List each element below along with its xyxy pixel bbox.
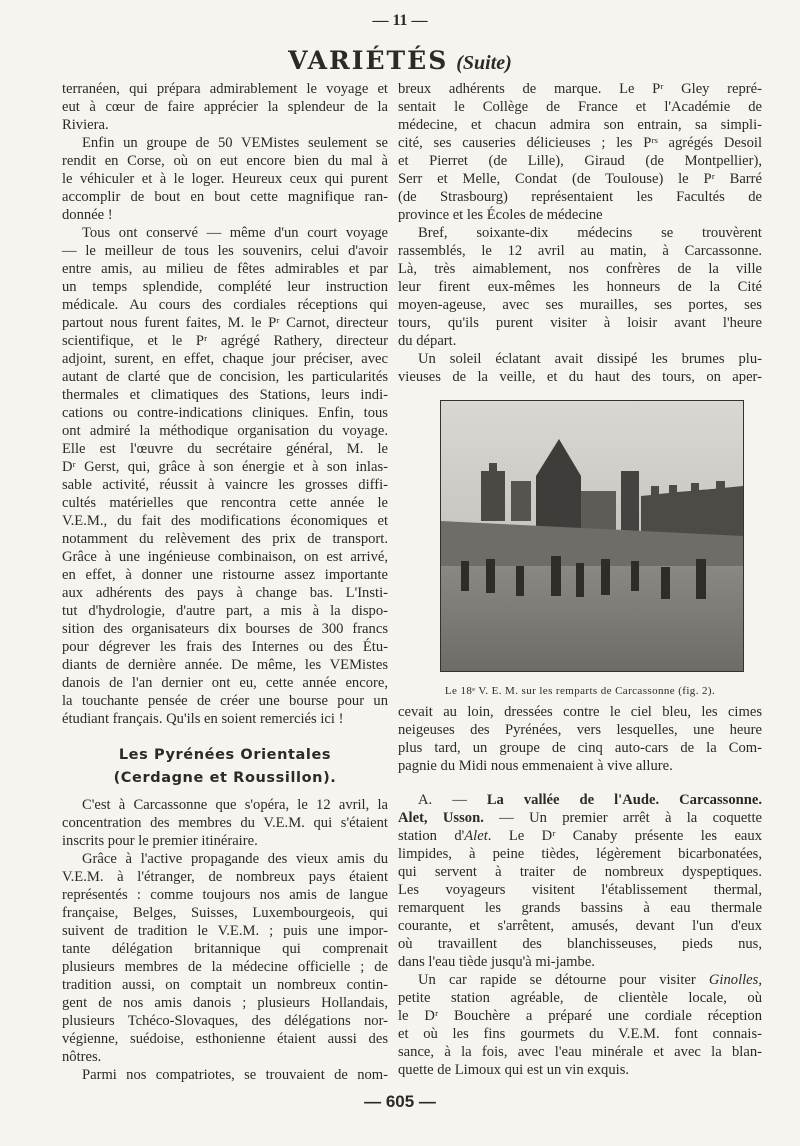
text-line: inscrits pour le premier itinéraire. [62, 833, 258, 849]
left-paragraphs-before [62, 80, 388, 728]
text-line: partout nous furent faites, M. le Pʳ Carnot, directeur [62, 315, 388, 331]
text-line: médecine, et chacun admira son entrain, sa simpli- [398, 117, 762, 133]
text-line: cité, ses causeries délicieuses ; les Pʳˢ agrégés Desoil [398, 135, 762, 151]
text-line: courante, et s'arrêtent, amusés, devant l'un d'eux [398, 918, 762, 934]
text-line: scientifique, et le Pʳ agrégé Rathery, directeur [62, 333, 388, 349]
text-line: entre amis, au milieu de fêtes admirables et par [62, 261, 388, 277]
text-line: V.E.M., du fait des modifications économiques et [62, 513, 388, 529]
text-line: du départ. [398, 333, 457, 349]
text-line: Les voyageurs visitent l'établissement thermal, [398, 882, 762, 898]
text-line: remarquent les grands bassins à eau thermale [398, 900, 762, 916]
text-line: rendit en Corse, où on eut encore bien du mal à [62, 153, 388, 169]
text-line: cations ou contre-indications cliniques. Enfin, tous [62, 405, 388, 421]
text-line: cevait au loin, dressées contre le ciel bleu, les cimes [398, 704, 762, 720]
text-line: Riviera. [62, 117, 109, 133]
right-paragraphs-before [398, 80, 762, 386]
text-line: notamment du relèvement des prix de transport. [62, 531, 388, 547]
text-line [398, 971, 762, 989]
text-line: ont admiré la méthodique organisation du voyage. [62, 423, 388, 439]
text-line: Elle est l'œuvre du secrétaire général, M. le [62, 441, 388, 457]
running-folio: — 11 — [372, 12, 428, 29]
text-line: Parmi nos compatriotes, se trouvaient de nom- [82, 1067, 388, 1083]
text-line: adjoint, surent, en effet, chaque jour préciser, avec [62, 351, 388, 367]
text-line: pour dégrever les frais des Internes ou des Étu- [62, 639, 388, 655]
text-line: médicale. Au cours des cordiales réceptions qui [62, 297, 388, 313]
text-line: dans l'eau tiède jusqu'à mi-jambe. [398, 954, 595, 970]
text-line: le véhiculer et à le loger. Heureux ceux qui purent [62, 171, 388, 187]
text-line: tante délégation britannique qui comprenait [62, 941, 388, 957]
text-run: Ginolles [708, 972, 759, 988]
paragraph [398, 703, 762, 775]
text-line: la touchante pensée de créer une bourse pour un [62, 693, 388, 709]
text-line: et où les fins gourmets du V.E.M. font connais- [398, 1026, 762, 1042]
text-line [398, 827, 762, 845]
text-line: autant de clarté que de concision, les particularités [62, 369, 388, 385]
text-line: française, Belges, Suisses, Luxembourgeois, qui [62, 905, 388, 921]
text-line: suivent de tradition le V.E.M. ; puis une impor- [62, 923, 388, 939]
text-line: tours, qu'ils purent visiter à loisir avant l'heure [398, 315, 762, 331]
text-run: Alet [464, 828, 488, 844]
text-line: où travaillent des blanchisseuses, pieds nus, [398, 936, 762, 952]
text-line: neigeuses des Pyrénées, vers lesquelles, une heure [398, 722, 762, 738]
text-line: — le meilleur de tous les souvenirs, celui d'avoir [62, 243, 388, 259]
text-run: , [758, 972, 762, 988]
paragraph [62, 80, 388, 134]
right-column [398, 80, 762, 1079]
paragraph [398, 224, 762, 350]
text-line: un temps splendide, complété leur instruction [62, 279, 388, 295]
paragraph [62, 796, 388, 850]
text-line: C'est à Carcassonne que s'opéra, le 12 avril, la [82, 797, 388, 813]
text-line: eut à cœur de faire apprécier la splendeur de la [62, 99, 388, 115]
text-run: Un car rapide se détourne pour visiter [418, 972, 709, 988]
text-run: — Un premier arrêt à la coquette [483, 810, 762, 826]
paragraph [398, 80, 762, 224]
text-line: végienne, suédoise, esthonienne étaient aussi des [62, 1031, 388, 1047]
left-paragraphs-after [62, 796, 388, 1084]
text-line: Enfin un groupe de 50 VEMistes seulement se [82, 135, 388, 151]
text-line: Serr et Melle, Condat (de Toulouse) le Pʳ Barré [398, 171, 762, 187]
paragraph [398, 775, 762, 971]
text-line: et Pierret (de Lille), Giraud (de Montpellier), [398, 153, 762, 169]
text-line: plusieurs membres de la médecine officielle ; de [62, 959, 388, 975]
text-line: rassemblés, le 12 avril au matin, à Carcassonne. [398, 243, 762, 259]
text-line: thermales et climatiques des Stations, leurs indi- [62, 387, 388, 403]
text-line: Grâce à une ingénieuse combinaison, on est arrivé, [62, 549, 388, 565]
text-line: terranéen, qui prépara admirablement le voyage et [62, 81, 388, 97]
text-line: moyen-ageuse, avec ses murailles, ses portes, ses [398, 297, 762, 313]
text-run: La vallée de l'Aude. Carcassonne. [486, 792, 762, 808]
text-line: Dʳ Gerst, qui, grâce à son énergie et à son inlas- [62, 459, 388, 475]
text-line: (de Strasbourg) représentaient les Facultés de [398, 189, 762, 205]
text-line: breux adhérents de marque. Le Pʳ Gley repré- [398, 81, 762, 97]
text-line: limpides, à peine tièdes, légèrement bicarbonatées, [398, 846, 762, 862]
text-run: A. — [418, 792, 487, 808]
text-line: Bref, soixante-dix médecins se trouvèrent [418, 225, 762, 241]
carcassonne-ramparts-photo [440, 400, 744, 672]
section-heading-line-2: (Cerdagne et Roussillon). [113, 770, 337, 786]
text-line: gent de nos amis danois ; plusieurs Hollandais, [62, 995, 388, 1011]
text-line: en effet, à donner une ristourne assez importante [62, 567, 388, 583]
paragraph [62, 134, 388, 224]
text-line: tut d'hydrologie, d'autre part, a mis à la dispo- [62, 603, 388, 619]
text-line [398, 791, 762, 809]
text-run: station d' [398, 828, 465, 844]
left-column [62, 80, 388, 1084]
text-line: aux adhérents des pays à change bas. L'Insti- [62, 585, 388, 601]
text-line: sance, à la fois, avec l'eau minérale et avec la blan- [398, 1044, 762, 1060]
section-heading-line-1: Les Pyrénées Orientales [118, 747, 332, 763]
text-line [398, 809, 762, 827]
text-line: leur firent eux-mêmes les honneurs de la Cité [398, 279, 762, 295]
page-title [0, 46, 800, 75]
text-line: concentration des membres du V.E.M. qui s'étaient [62, 815, 388, 831]
text-line: accomplir de bout en bout cette magnifique ran- [62, 189, 388, 205]
text-line: sentait le Collège de France et l'Académie de [398, 99, 762, 115]
text-line: danois de l'an dernier ont eu, cette année encore, [62, 675, 388, 691]
text-line: sable activité, réussit à vaincre les grosses diffi- [62, 477, 388, 493]
text-line: représentés : comme toujours nos amis de langue [62, 887, 388, 903]
text-line: petite station agréable, de clientèle locale, où [398, 990, 762, 1006]
text-line: Là, très aimablement, nos confrères de la ville [398, 261, 762, 277]
text-line: Grâce à l'active propagande des vieux amis du [82, 851, 388, 867]
section-title: VARIÉTÉS [288, 46, 449, 75]
text-line: diants de dernière année. De même, les VEMistes [62, 657, 388, 673]
text-line: cultés matérielles que rencontra cette année le [62, 495, 388, 511]
text-line: tradition aussi, on comptait un nombreux contin- [62, 977, 388, 993]
right-paragraphs-after [398, 703, 762, 1079]
paragraph [398, 350, 762, 386]
paragraph [398, 971, 762, 1079]
text-line: sition des organisateurs dix bourses de 300 francs [62, 621, 388, 637]
paragraph [62, 850, 388, 1066]
text-line: V.E.M. à l'étranger, de nombreux pays étaient [62, 869, 388, 885]
text-line: pagnie du Midi nous emmenaient à vive allure. [398, 758, 673, 774]
text-run: . Le Dʳ Canaby présente les eaux [487, 828, 762, 844]
text-line: le Dʳ Bouchère a préparé une cordiale réception [398, 1008, 762, 1024]
text-line: Un soleil éclatant avait dissipé les brumes plu- [418, 351, 762, 367]
text-line: vieuses de la veille, et du haut des tours, on aper- [398, 369, 762, 385]
page-number: — 605 — [364, 1092, 436, 1111]
figure-caption: Le 18ᵉ V. E. M. sur les remparts de Carcassonne (fig. 2). [444, 685, 716, 697]
section-subtitle: (Suite) [456, 52, 512, 74]
text-line: plus tard, un groupe de cinq auto-cars de la Com- [398, 740, 762, 756]
text-line: quette de Limoux qui est un vin exquis. [398, 1062, 630, 1078]
text-line: province et les Écoles de médecine [398, 207, 603, 223]
text-line: qui servent à traiter de nombreux dyspeptiques. [398, 864, 762, 880]
text-line: donnée ! [62, 207, 113, 223]
paragraph [62, 1066, 388, 1084]
paragraph [62, 224, 388, 728]
text-line: plusieurs Tchéco-Slovaques, des délégations nor- [62, 1013, 388, 1029]
text-run: Alet, Usson. [398, 810, 484, 826]
text-line: nôtres. [62, 1049, 102, 1065]
text-line: étudiant français. Qu'ils en soient remerciés ici ! [62, 711, 344, 727]
text-line: Tous ont conservé — même d'un court voyage [82, 225, 388, 241]
